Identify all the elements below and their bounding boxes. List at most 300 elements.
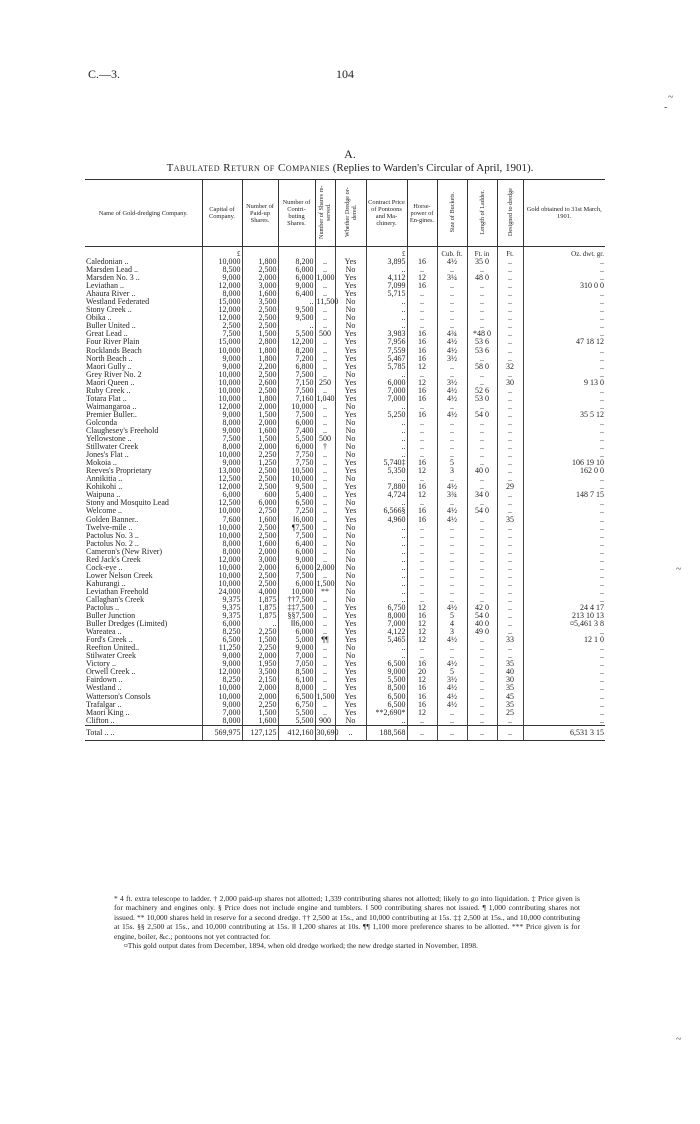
cell-ladder: 53 6 — [467, 347, 497, 355]
cell-price: .. — [366, 564, 407, 572]
cell-buckets: 4½ — [437, 516, 467, 524]
cell-horsepower: .. — [407, 443, 437, 451]
cell-name: Pactolus No. 3 .. — [86, 530, 139, 540]
cell-gold: .. — [523, 475, 605, 483]
cell-designed: .. — [497, 338, 523, 346]
cell-reserved: ¶¶ — [315, 636, 335, 644]
cell-designed: .. — [497, 644, 523, 652]
cell-designed: 35 — [497, 701, 523, 709]
cell-ordered: No — [335, 572, 366, 580]
cell-horsepower: 16 — [407, 516, 437, 524]
cell-paid-up: 2,000 — [242, 693, 278, 701]
cell-horsepower: 20 — [407, 668, 437, 676]
cell-horsepower: 12 — [407, 620, 437, 628]
cell-gold: .. — [523, 347, 605, 355]
cell-paid-up: 2,750 — [242, 507, 278, 515]
cell-contributing: 7,500 — [278, 371, 315, 379]
cell-reserved: .. — [315, 660, 335, 668]
cell-paid-up: 2,500 — [242, 322, 278, 330]
cell-buckets: 4½ — [437, 660, 467, 668]
cell-ladder: .. — [467, 419, 497, 427]
cell-capital: 9,000 — [202, 363, 242, 371]
cell-price: .. — [366, 588, 407, 596]
cell-ordered: No — [335, 322, 366, 330]
cell-gold: .. — [523, 596, 605, 604]
cell-paid-up: 1,800 — [242, 355, 278, 363]
footnote: * 4 ft. extra telescope to ladder. † 2,000 paid-up shares not allotted; 1,339 contributing shares not allotted; likely to go into liquidation. ‡ Price given is for machinery and engines only. § Price does not include engine and tumblers. ‖ 500 contributing shares not issued. ¶ 1,000 contributing shares not issued. ** 10,000 shares held in reserve for a second dredge. †† 2,500 at 15s., and 10,000 contributing at 15s. ‡‡ 2,500 at 15s., and 10,000 contributing at 15s. §§ 2,500 at 15s., and 10,000 contributing at 15s. ‖‖ 1,200 shares at 10s. ¶¶ 1,100 more preference shares to be allotted. *** Price given is for engine, boiler, &c.; pontoons not yet contracted for. — [114, 894, 580, 941]
cell-reserved: 2,000 — [316, 562, 335, 572]
cell-designed: .. — [497, 274, 523, 282]
cell-name: Claughesey's Freehold — [86, 425, 159, 435]
cell-ladder: .. — [467, 564, 497, 572]
cell-reserved: .. — [315, 387, 335, 395]
cell-gold: 148 7 15 — [523, 491, 605, 499]
cell-ladder: .. — [467, 676, 497, 684]
cell-capital: 10,000 — [202, 258, 242, 266]
cell-price: 7,000 — [366, 387, 407, 395]
cell-reserved: .. — [315, 355, 335, 363]
cell-designed: .. — [497, 628, 523, 636]
table-row — [85, 572, 605, 580]
cell-horsepower: 16 — [407, 459, 437, 467]
cell-ordered: Yes — [335, 612, 366, 620]
cell-price: 5,785 — [366, 363, 407, 371]
cell-price: .. — [366, 644, 407, 652]
cell-gold: 310 0 0 — [523, 282, 605, 290]
cell-price: 9,000 — [366, 668, 407, 676]
cell-capital: 6,000 — [202, 620, 242, 628]
cell-ordered: Yes — [335, 628, 366, 636]
cell-designed: .. — [497, 387, 523, 395]
cell-price: 7,099 — [366, 282, 407, 290]
cell-ordered: Yes — [335, 274, 366, 282]
cell-name: Obika .. — [86, 313, 112, 323]
cell-ordered: No — [335, 306, 366, 314]
cell-gold: .. — [523, 266, 605, 274]
cell-horsepower: 16 — [407, 387, 437, 395]
cell-horsepower: .. — [407, 290, 437, 298]
cell-ordered: No — [335, 314, 366, 322]
cell-contributing: 6,100 — [278, 676, 315, 684]
cell-reserved: .. — [315, 604, 335, 612]
cell-gold: 35 5 12 — [523, 411, 605, 419]
cell-price: .. — [366, 451, 407, 459]
cell-gold: Oz. dwt. gr. — [523, 247, 605, 259]
cell-contributing: 7,150 — [278, 379, 315, 387]
cell-ordered: Yes — [335, 395, 366, 403]
cell-reserved: .. — [315, 282, 335, 290]
cell-price: 5,740‡ — [366, 459, 407, 467]
cell-contributing: 6,000 — [278, 580, 315, 588]
cell-reserved: .. — [315, 371, 335, 379]
cell-reserved: .. — [315, 419, 335, 427]
cell-designed: .. — [497, 612, 523, 620]
cell-horsepower: .. — [407, 717, 437, 726]
cell-ladder: .. — [467, 725, 497, 740]
cell-ordered: Yes — [335, 411, 366, 419]
cell-reserved: † — [315, 443, 335, 451]
cell-reserved: .. — [315, 644, 335, 652]
cell-horsepower: 16 — [407, 701, 437, 709]
cell-gold: .. — [523, 330, 605, 338]
cell-gold: .. — [523, 395, 605, 403]
cell-contributing: 6,000 — [278, 266, 315, 274]
cell-ordered: Yes — [335, 516, 366, 524]
cell-ordered: Yes — [335, 693, 366, 701]
cell-price: .. — [366, 322, 407, 330]
cell-ladder: .. — [467, 596, 497, 604]
cell-designed: 30 — [497, 676, 523, 684]
cell-horsepower: .. — [407, 451, 437, 459]
cell-contributing: 6,500 — [278, 499, 315, 507]
cell-buckets: 4½ — [437, 701, 467, 709]
cell-horsepower: 16 — [407, 411, 437, 419]
cell-ladder: 40 0 — [467, 467, 497, 475]
cell-price: .. — [366, 548, 407, 556]
cell-name: Marsden Lead .. — [86, 265, 138, 275]
cell-paid-up: 2,500 — [242, 306, 278, 314]
cell-name: Kohikohi .. — [86, 482, 123, 492]
cell-ladder: .. — [467, 709, 497, 717]
cell-price: .. — [366, 717, 407, 726]
cell-gold: .. — [523, 572, 605, 580]
cell-capital: 9,000 — [202, 660, 242, 668]
cell-reserved: 1,500 — [316, 578, 335, 588]
table-row — [85, 427, 605, 435]
cell-reserved: 1,000 — [316, 273, 335, 283]
cell-ladder: .. — [467, 435, 497, 443]
cell-price: **2,690* — [366, 709, 407, 717]
cell-paid-up: 2,250 — [242, 644, 278, 652]
cell-designed: 32 — [497, 363, 523, 371]
cell-buckets: .. — [437, 475, 467, 483]
cell-paid-up: 2,500 — [242, 266, 278, 274]
cell-ordered: .. — [335, 725, 366, 740]
cell-ladder: .. — [467, 290, 497, 298]
cell-contributing: 6,000 — [278, 628, 315, 636]
cell-designed: .. — [497, 499, 523, 507]
cell-buckets: 4½ — [437, 395, 467, 403]
cell-ladder: .. — [467, 532, 497, 540]
cell-ordered: Yes — [335, 636, 366, 644]
cell-price: .. — [366, 572, 407, 580]
cell-contributing: 8,000 — [278, 684, 315, 692]
cell-ladder: 48 0 — [467, 274, 497, 282]
cell-capital: 7,500 — [202, 435, 242, 443]
table-row — [85, 644, 605, 652]
cell-contributing: 7,500 — [278, 572, 315, 580]
cell-gold: .. — [523, 290, 605, 298]
cell-name: Cameron's (New River) — [86, 546, 163, 556]
cell-paid-up: 1,875 — [242, 612, 278, 620]
cell-reserved: .. — [315, 684, 335, 692]
cell-ordered: No — [335, 588, 366, 596]
cell-capital: 8,250 — [202, 628, 242, 636]
col-price: Contract Price of Pontoons and Ma-chinery. — [366, 180, 407, 247]
cell-designed: .. — [497, 419, 523, 427]
cell-designed: .. — [497, 532, 523, 540]
cell-horsepower: .. — [407, 548, 437, 556]
cell-gold: .. — [523, 419, 605, 427]
cell-ladder: .. — [467, 717, 497, 726]
total-row — [85, 725, 605, 740]
cell-price: .. — [366, 475, 407, 483]
cell-price: .. — [366, 314, 407, 322]
margin-mark: ~ — [676, 1034, 682, 1045]
cell-contributing: 6,000 — [278, 443, 315, 451]
cell-buckets: .. — [437, 443, 467, 451]
cell-ladder: .. — [467, 524, 497, 532]
cell-horsepower: .. — [407, 572, 437, 580]
cell-ladder: .. — [467, 443, 497, 451]
cell-contributing: 7,250 — [278, 507, 315, 515]
cell-capital: 12,000 — [202, 556, 242, 564]
cell-capital: 9,000 — [202, 355, 242, 363]
cell-name: Westland Federated — [86, 297, 150, 307]
cell-ordered: No — [335, 524, 366, 532]
cell-gold: .. — [523, 314, 605, 322]
cell-name: Red Jack's Creek — [86, 554, 141, 564]
cell-horsepower: 16 — [407, 347, 437, 355]
cell-reserved: 500 — [315, 330, 335, 338]
cell-capital: 10,000 — [202, 507, 242, 515]
cell-ladder: .. — [467, 540, 497, 548]
cell-paid-up: 1,500 — [242, 636, 278, 644]
cell-price: 8,000 — [366, 612, 407, 620]
cell-name: Stony Creek .. — [86, 305, 132, 315]
cell-name: Premier Buller.. — [86, 409, 137, 419]
table-row — [85, 524, 605, 532]
cell-capital: 10,000 — [202, 371, 242, 379]
cell-ordered: Yes — [335, 363, 366, 371]
cell-paid-up: 2,500 — [242, 572, 278, 580]
cell-ordered: Yes — [335, 258, 366, 266]
cell-gold: .. — [523, 371, 605, 379]
cell-contributing: 5,000 — [278, 636, 315, 644]
cell-ladder: 52 6 — [467, 387, 497, 395]
cell-gold: 162 0 0 — [523, 467, 605, 475]
cell-ladder: .. — [467, 475, 497, 483]
cell-buckets: .. — [437, 532, 467, 540]
cell-contributing: 6,000 — [278, 564, 315, 572]
cell-capital: 13,000 — [202, 467, 242, 475]
cell-reserved: 1,040 — [316, 393, 335, 403]
table-row — [85, 435, 605, 443]
cell-reserved: .. — [315, 516, 335, 524]
cell-price: .. — [366, 427, 407, 435]
col-ordered — [335, 180, 366, 247]
cell-ladder: .. — [467, 548, 497, 556]
cell-contributing: §§7,500 — [278, 612, 315, 620]
cell-horsepower: 16 — [407, 282, 437, 290]
cell-capital: 15,000 — [202, 338, 242, 346]
cell-buckets: .. — [437, 580, 467, 588]
cell-designed: .. — [497, 282, 523, 290]
cell-buckets: 3½ — [437, 379, 467, 387]
cell-horsepower: 12 — [407, 709, 437, 717]
cell-designed: .. — [497, 330, 523, 338]
cell-horsepower: 16 — [407, 684, 437, 692]
cell-ordered: Yes — [335, 676, 366, 684]
cell-name: Kahurangi .. — [86, 578, 126, 588]
page-header-left: C.—3. — [88, 67, 121, 81]
cell-buckets: 4½ — [437, 258, 467, 266]
cell-ladder: .. — [467, 483, 497, 491]
cell-contributing: ††7,500 — [278, 596, 315, 604]
cell-horsepower: .. — [407, 427, 437, 435]
cell-paid-up: 2,250 — [242, 628, 278, 636]
cell-horsepower: .. — [407, 644, 437, 652]
cell-horsepower: 16 — [407, 355, 437, 363]
cell-gold: .. — [523, 644, 605, 652]
cell-capital: 10,000 — [202, 580, 242, 588]
cell-horsepower: 16 — [407, 395, 437, 403]
cell-designed: .. — [497, 290, 523, 298]
cell-ladder: .. — [467, 379, 497, 387]
cell-paid-up: 2,500 — [242, 483, 278, 491]
cell-reserved: 1,500 — [316, 691, 335, 701]
cell-gold: .. — [523, 355, 605, 363]
cell-price: .. — [366, 532, 407, 540]
cell-gold: 12 1 0 — [523, 636, 605, 644]
cell-ordered: No — [335, 298, 366, 306]
cell-horsepower: .. — [407, 532, 437, 540]
cell-paid-up: 2,000 — [242, 274, 278, 282]
cell-contributing: .. — [278, 322, 315, 330]
cell-horsepower: .. — [407, 419, 437, 427]
table-row — [85, 363, 605, 371]
cell-capital: 10,000 — [202, 524, 242, 532]
cell-designed: 33 — [497, 636, 523, 644]
cell-horsepower: 16 — [407, 693, 437, 701]
cell-buckets: .. — [437, 725, 467, 740]
margin-mark: ~ — [676, 564, 682, 575]
cell-designed: .. — [497, 395, 523, 403]
col-horsepower: Horse-power of En-gines. — [407, 180, 437, 247]
cell-capital: 12,000 — [202, 668, 242, 676]
cell-designed: .. — [497, 258, 523, 266]
cell-capital: 10,000 — [202, 684, 242, 692]
cell-buckets: .. — [437, 290, 467, 298]
table-row — [85, 306, 605, 314]
cell-buckets: 4½ — [437, 604, 467, 612]
cell-capital: 10,000 — [202, 693, 242, 701]
cell-horsepower: .. — [407, 306, 437, 314]
table-row — [85, 419, 605, 427]
cell-name: Twelve-mile .. — [86, 522, 133, 532]
cell-contributing: 9,000 — [278, 644, 315, 652]
cell-gold: .. — [523, 548, 605, 556]
cell-reserved: .. — [315, 628, 335, 636]
cell-paid-up: 2,500 — [242, 532, 278, 540]
cell-ordered: No — [335, 540, 366, 548]
cell-paid-up: 1,950 — [242, 660, 278, 668]
cell-paid-up: 2,150 — [242, 676, 278, 684]
margin-mark: - — [664, 102, 668, 113]
cell-horsepower: .. — [407, 652, 437, 660]
cell-designed: .. — [497, 427, 523, 435]
cell-ordered: No — [335, 427, 366, 435]
cell-gold: .. — [523, 524, 605, 532]
cell-name: Buller Junction — [86, 611, 136, 621]
cell-reserved: .. — [315, 363, 335, 371]
cell-name: Buller Dredges (Limited) — [86, 619, 168, 629]
cell-name: Callaghan's Creek — [86, 594, 145, 604]
cell-buckets: .. — [437, 314, 467, 322]
cell-reserved: .. — [315, 467, 335, 475]
cell-reserved: .. — [315, 532, 335, 540]
cell-paid-up: 600 — [242, 491, 278, 499]
cell-gold: .. — [523, 684, 605, 692]
cell-paid-up: 2,600 — [242, 379, 278, 387]
cell-name: Pactolus No. 2 .. — [86, 538, 139, 548]
cell-price: 5,250 — [366, 411, 407, 419]
cell-price: 188,568 — [366, 725, 407, 740]
cell-capital: 7,000 — [202, 709, 242, 717]
cell-horsepower: 12 — [407, 274, 437, 282]
cell-ordered: No — [335, 548, 366, 556]
cell-gold: .. — [523, 660, 605, 668]
cell-reserved: .. — [315, 266, 335, 274]
cell-buckets: 3¾ — [437, 491, 467, 499]
cell-buckets: .. — [437, 499, 467, 507]
cell-capital: 9,375 — [202, 596, 242, 604]
cell-price: .. — [366, 499, 407, 507]
cell-capital: 9,375 — [202, 612, 242, 620]
footnote: ¤This gold output dates from December, 1894, when old dredge worked; the new dredge started in November, 1898. — [124, 941, 478, 951]
cell-name: Stony and Mosquito Lead — [86, 498, 169, 508]
cell-ordered: Yes — [335, 483, 366, 491]
cell-price: 5,500 — [366, 676, 407, 684]
table-row — [85, 467, 605, 475]
cell-ladder: .. — [467, 693, 497, 701]
cell-name: Maori King .. — [86, 707, 130, 717]
cell-paid-up: 2,000 — [242, 419, 278, 427]
cell-capital: 9,375 — [202, 604, 242, 612]
cell-contributing: 7,750 — [278, 451, 315, 459]
cell-name: Annikitia .. — [86, 474, 123, 484]
cell-gold: .. — [523, 451, 605, 459]
cell-contributing: 6,000 — [278, 419, 315, 427]
cell-name: Ford's Creek .. — [86, 635, 133, 645]
cell-reserved: .. — [315, 290, 335, 298]
cell-price: .. — [366, 596, 407, 604]
cell-contributing: 10,000 — [278, 588, 315, 596]
cell-reserved: .. — [315, 411, 335, 419]
cell-name: Rocklands Beach — [86, 345, 142, 355]
col-designed-label: Designed to dredge — [506, 187, 514, 237]
col-reserved — [315, 180, 335, 247]
cell-ladder: .. — [467, 556, 497, 564]
cell-gold: .. — [523, 556, 605, 564]
cell-contributing: 5,500 — [278, 709, 315, 717]
col-buckets-label: Size of Buckets. — [448, 191, 456, 233]
cell-name: Orwell Creek .. — [86, 667, 136, 677]
cell-ordered: Yes — [335, 684, 366, 692]
cell-ordered: Yes — [335, 491, 366, 499]
cell-price: 5,465 — [366, 636, 407, 644]
cell-capital: 8,000 — [202, 717, 242, 726]
cell-capital: 10,000 — [202, 387, 242, 395]
cell-capital: 12,000 — [202, 306, 242, 314]
cell-capital: 12,000 — [202, 314, 242, 322]
cell-reserved: .. — [315, 347, 335, 355]
cell-contributing: 10,500 — [278, 467, 315, 475]
cell-capital: 12,000 — [202, 403, 242, 411]
cell-gold: .. — [523, 701, 605, 709]
cell-buckets: .. — [437, 363, 467, 371]
cell-contributing: 6,750 — [278, 701, 315, 709]
